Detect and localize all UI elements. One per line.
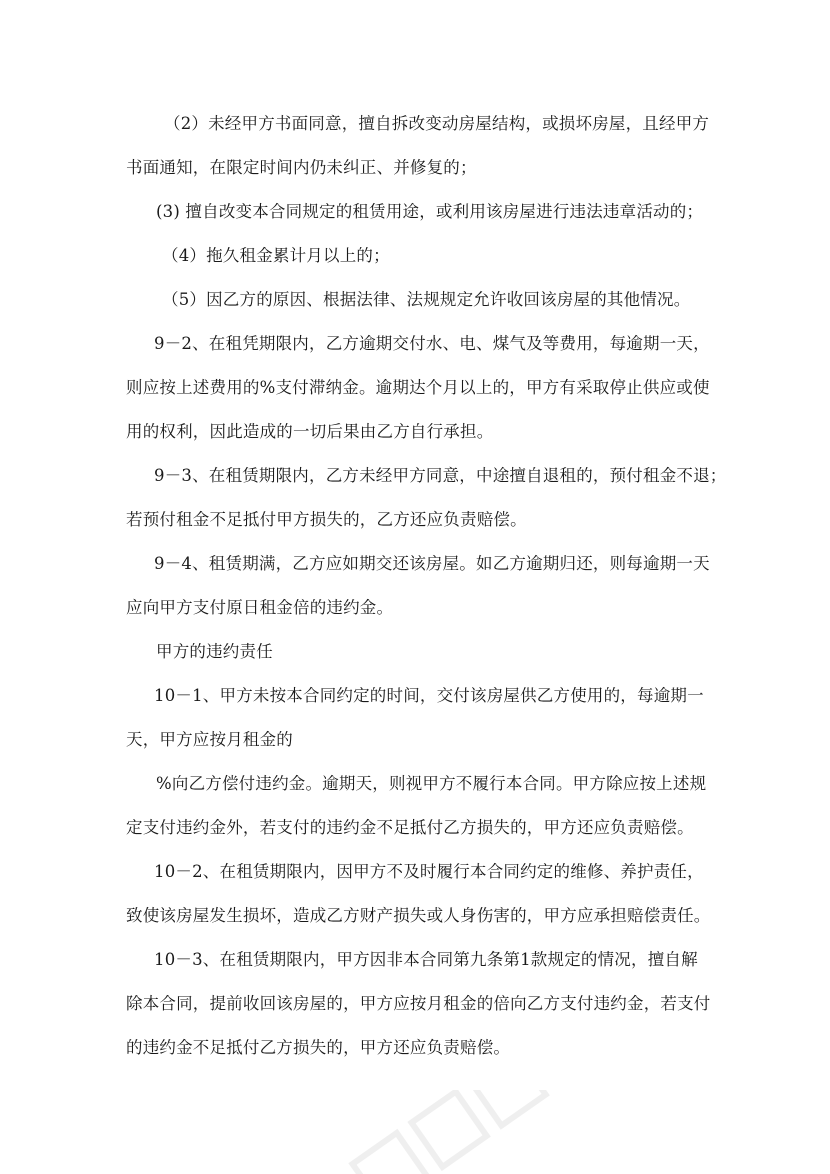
clause-3-line: (3) 擅自改变本合同规定的租赁用途，或利用该房屋进行违法违章活动的； (156, 202, 704, 221)
clause-10-1-line-2: 天，甲方应按月租金的 (126, 730, 293, 749)
clause-10-3-line-1: 10－3、在租赁期限内，甲方因非本合同第九条第1款规定的情况，擅自解 (154, 950, 698, 969)
clause-5-line: （5）因乙方的原因、根据法律、法规规定允许收回该房屋的其他情况。 (162, 290, 691, 309)
clause-9-3-line-1: 9－3、在租赁期限内，乙方未经甲方同意，中途擅自退租的，预付租金不退； (154, 466, 727, 485)
clause-10-2-line-1: 10－2、在租赁期限内，因甲方不及时履行本合同约定的维修、养护责任， (154, 862, 704, 881)
clause-9-4-line-1: 9－4、租赁期满，乙方应如期交还该房屋。如乙方逾期归还，则每逾期一天 (154, 554, 710, 573)
clause-2-line-2: 书面通知，在限定时间内仍未纠正、并修复的； (126, 158, 477, 177)
clause-4-line: （4）拖久租金累计月以上的； (162, 246, 390, 265)
clause-9-2-line-3: 用的权利，因此造成的一切后果由乙方自行承担。 (126, 422, 494, 441)
clause-9-2-line-2: 则应按上述费用的%支付滞纳金。逾期达个月以上的，甲方有采取停止供应或使 (126, 378, 710, 397)
clause-9-3-line-2: 若预付租金不足抵付甲方损失的，乙方还应负责赔偿。 (126, 510, 527, 529)
clause-10-3-line-2: 除本合同，提前收回该房屋的，甲方应按月租金的倍向乙方支付违约金，若支付 (126, 994, 711, 1013)
clause-10-2-line-2: 致使该房屋发生损坏，造成乙方财产损失或人身伤害的，甲方应承担赔偿责任。 (126, 906, 711, 925)
clause-10-1-line-3: %向乙方偿付违约金。逾期天，则视甲方不履行本合同。甲方除应按上述规 (156, 774, 707, 793)
watermark-graphic (330, 1090, 550, 1174)
section-heading-landlord-liability: 甲方的违约责任 (156, 642, 273, 661)
clause-10-3-line-3: 的违约金不足抵付乙方损失的，甲方还应负责赔偿。 (126, 1038, 511, 1057)
clause-9-4-line-2: 应向甲方支付原日租金倍的违约金。 (126, 598, 394, 617)
clause-10-1-line-4: 定支付违约金外，若支付的违约金不足抵付乙方损失的，甲方还应负责赔偿。 (126, 818, 694, 837)
clause-10-1-line-1: 10－1、甲方未按本合同约定的时间，交付该房屋供乙方使用的，每逾期一 (154, 686, 704, 705)
clause-9-2-line-1: 9－2、在租凭期限内，乙方逾期交付水、电、煤气及等费用，每逾期一天， (154, 334, 710, 353)
clause-2-line-1: （2）未经甲方书面同意，擅自拆改变动房屋结构，或损坏房屋，且经甲方 (164, 114, 710, 133)
